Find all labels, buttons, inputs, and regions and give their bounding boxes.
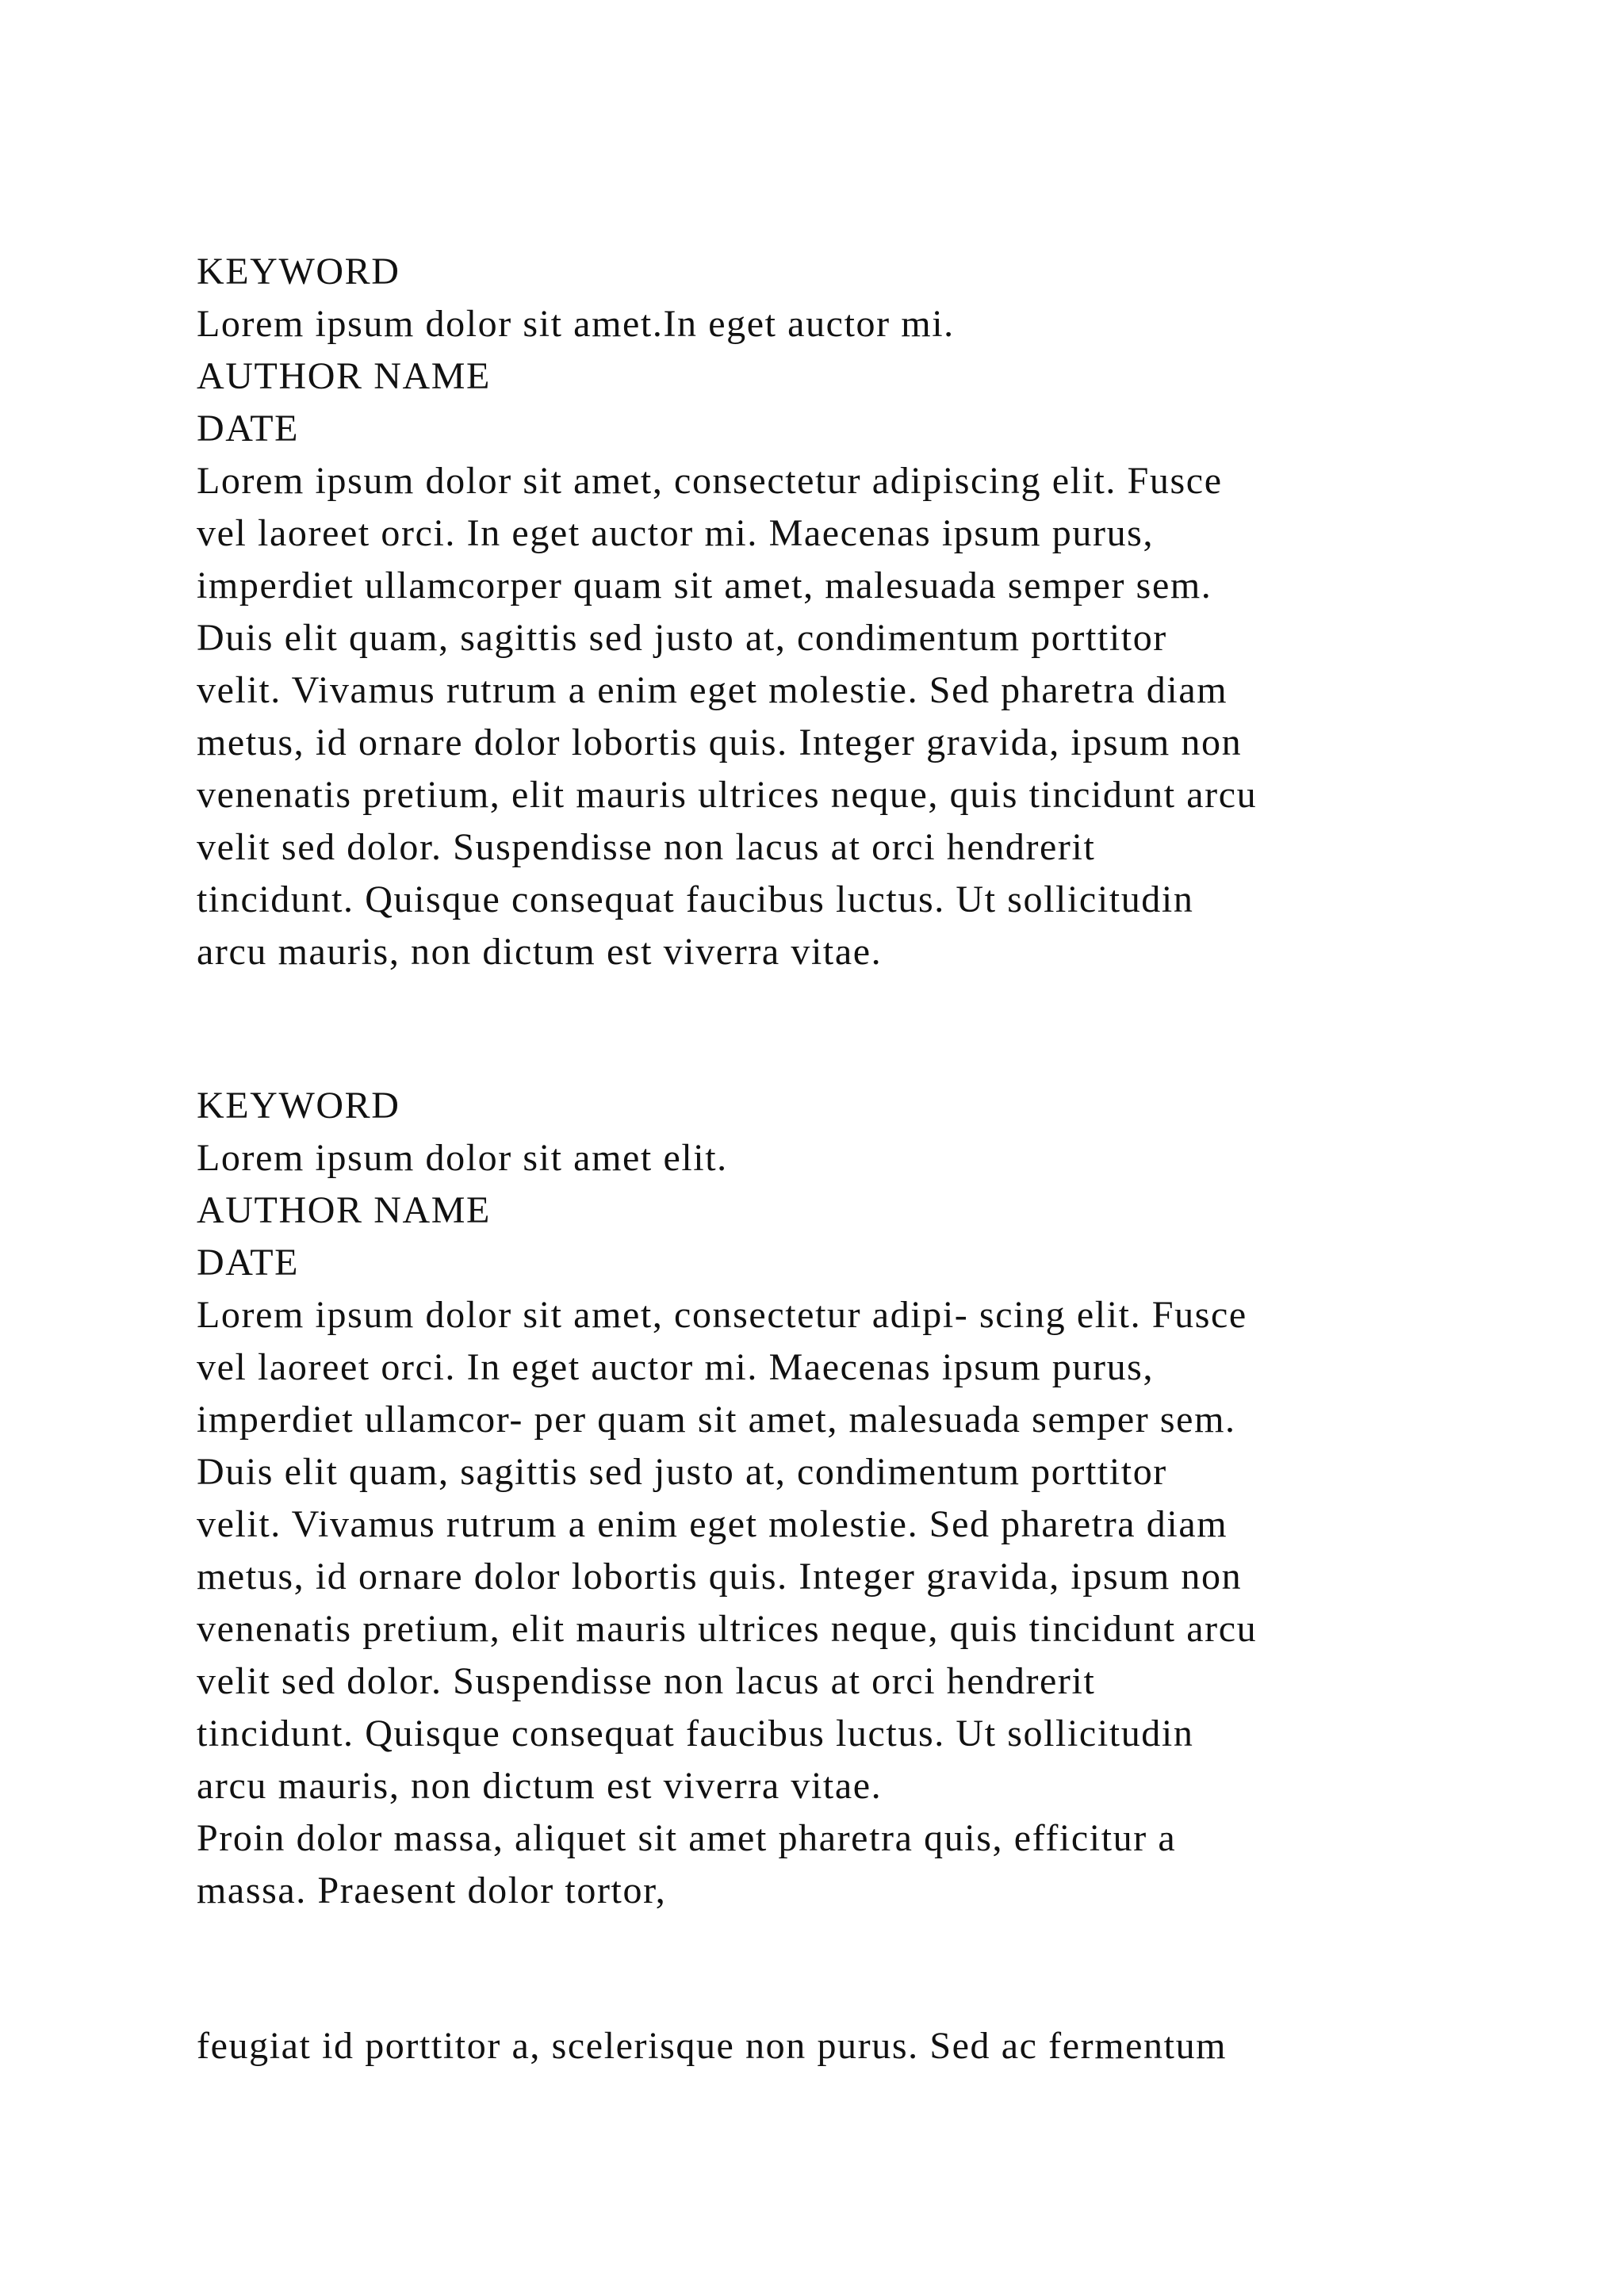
section-keyword: KEYWORD [197, 1085, 400, 1127]
body-line: velit sed dolor. Suspendisse non lacus at orci hendrerit [197, 826, 1096, 868]
body-line: venenatis pretium, elit mauris ultrices neque, quis tincidunt arcu [197, 774, 1258, 816]
section-date: DATE [197, 1242, 300, 1284]
section-author: AUTHOR NAME [197, 1189, 491, 1231]
body-line: metus, id ornare dolor lobortis quis. Integer gravida, ipsum non [197, 721, 1243, 763]
body-line: Duis elit quam, sagittis sed justo at, condimentum porttitor [197, 1451, 1167, 1493]
body-line: imperdiet ullamcor- per quam sit amet, malesuada semper sem. [197, 1399, 1236, 1441]
body-line: Lorem ipsum dolor sit amet, consectetur adipi- scing elit. Fusce [197, 1294, 1247, 1336]
body-line: Lorem ipsum dolor sit amet, consectetur adipiscing elit. Fusce [197, 460, 1223, 502]
section-author: AUTHOR NAME [197, 355, 491, 397]
section-date: DATE [197, 408, 300, 450]
body-line: venenatis pretium, elit mauris ultrices neque, quis tincidunt arcu [197, 1608, 1258, 1650]
section-keyword: KEYWORD [197, 251, 400, 293]
body-line: Proin dolor massa, aliquet sit amet pharetra quis, efficitur a [197, 1817, 1177, 1859]
body-line: vel laoreet orci. In eget auctor mi. Maecenas ipsum purus, [197, 1346, 1155, 1388]
body-line: arcu mauris, non dictum est viverra vitae. [197, 1765, 883, 1807]
article-section-1 [197, 246, 1505, 978]
body-line: feugiat id porttitor a, scelerisque non purus. Sed ac fermentum [197, 2025, 1228, 2067]
body-line: metus, id ornare dolor lobortis quis. Integer gravida, ipsum non [197, 1556, 1243, 1598]
continuation-text [197, 2020, 1505, 2072]
article-section-2 [197, 1080, 1505, 1917]
section-title: Lorem ipsum dolor sit amet elit. [197, 1137, 728, 1179]
body-line: massa. Praesent dolor tortor, [197, 1869, 667, 1911]
body-line: velit. Vivamus rutrum a enim eget molestie. Sed pharetra diam [197, 1503, 1228, 1545]
section-title: Lorem ipsum dolor sit amet.In eget auctor mi. [197, 303, 955, 345]
body-line: tincidunt. Quisque consequat faucibus luctus. Ut sollicitudin [197, 878, 1194, 920]
body-line: velit sed dolor. Suspendisse non lacus at orci hendrerit [197, 1660, 1096, 1702]
body-line: Duis elit quam, sagittis sed justo at, condimentum porttitor [197, 617, 1167, 659]
body-line: tincidunt. Quisque consequat faucibus luctus. Ut sollicitudin [197, 1712, 1194, 1755]
body-line: imperdiet ullamcorper quam sit amet, malesuada semper sem. [197, 564, 1212, 607]
body-line: arcu mauris, non dictum est viverra vitae. [197, 931, 883, 973]
body-line: velit. Vivamus rutrum a enim eget molestie. Sed pharetra diam [197, 669, 1228, 711]
body-line: vel laoreet orci. In eget auctor mi. Maecenas ipsum purus, [197, 512, 1155, 554]
